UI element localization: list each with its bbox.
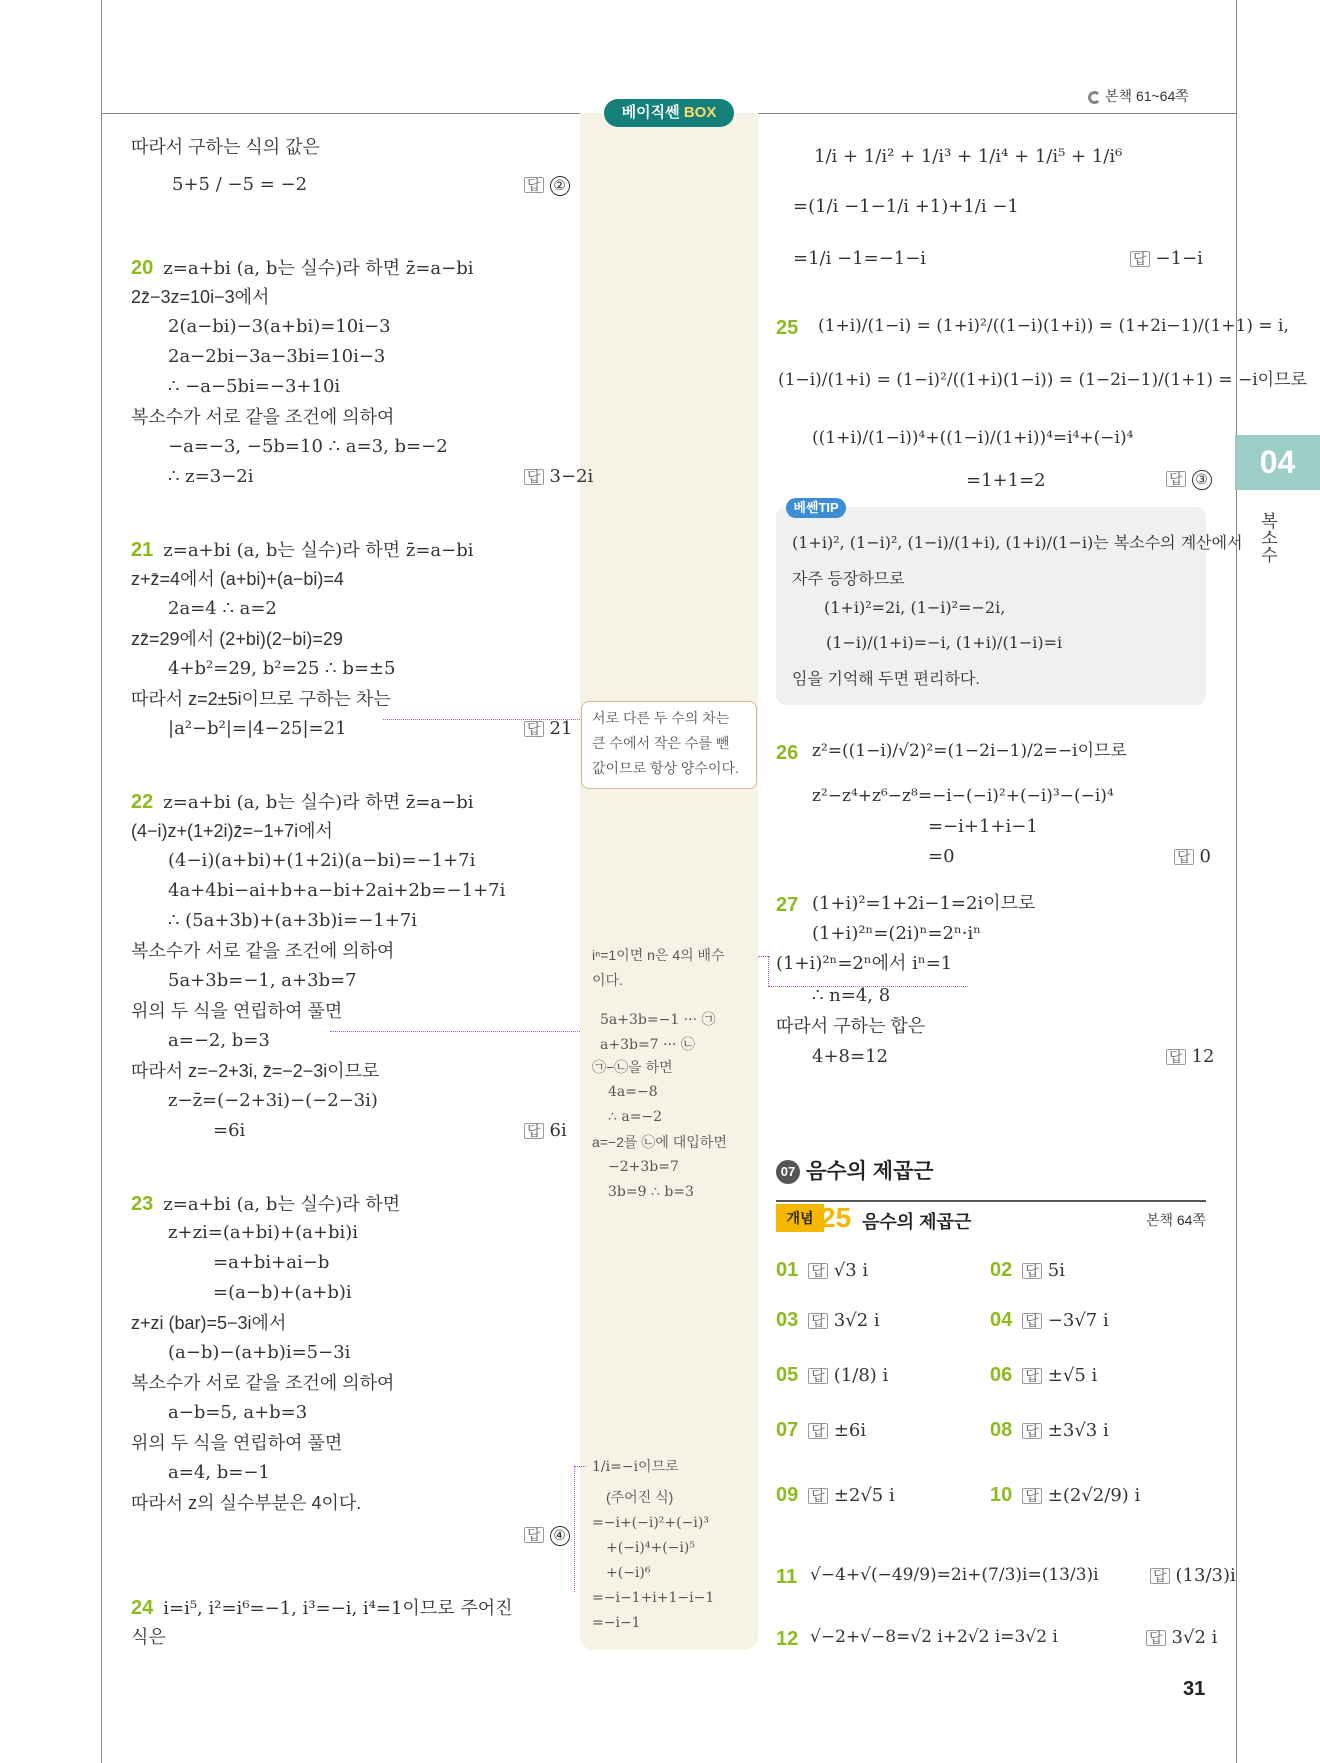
item-answer: ±6i [833, 1420, 867, 1441]
p26-line-2: z²−z⁴+z⁶−z⁸=−i−(−i)²+(−i)³−(−i)⁴ [812, 786, 1114, 806]
concept-ref: 본책 64쪽 [1145, 1212, 1206, 1228]
solution-line: =(a−b)+(a+b)i [213, 1282, 352, 1303]
item-answer: ±3√3 i [1047, 1420, 1109, 1441]
answer-icon: 답 [808, 1263, 828, 1279]
item-number: 06 [990, 1364, 1013, 1386]
solution-line: −a=−3, −5b=10 ∴ a=3, b=−2 [168, 436, 448, 457]
solution-line: (a−b)−(a+b)i=5−3i [168, 1342, 351, 1363]
answer-icon: 답 [524, 469, 544, 485]
answer-icon: 답 [1166, 471, 1186, 487]
page-number: 31 [1183, 1678, 1206, 1700]
solution-line: 5a+3b=−1, a+3b=7 [168, 970, 357, 991]
answer-icon: 답 [1022, 1313, 1042, 1329]
answer-value: 21 [549, 718, 573, 739]
note-difference: 서로 다른 두 수의 차는 큰 수에서 작은 수를 뺀 값이므로 항상 양수이다. [581, 701, 757, 789]
system-step-2: 4a=−8 [608, 1084, 658, 1100]
solution-line: =6i [213, 1120, 246, 1141]
solution-line: z+zi=(a+bi)+(a+bi)i [168, 1222, 359, 1243]
system-step-1: ㉠−㉡을 하면 [592, 1059, 673, 1075]
solution-line: ∴ (5a+3b)+(a+3b)i=−1+7i [168, 910, 418, 931]
answer-icon: 답 [1022, 1368, 1042, 1384]
note4-connector-h [574, 1466, 586, 1467]
solution-line: 2(a−bi)−3(a+bi)=10i−3 [168, 316, 391, 337]
item-number: 02 [990, 1259, 1013, 1281]
answer-icon: 답 [808, 1368, 828, 1384]
item-number: 03 [776, 1309, 799, 1331]
item-number: 09 [776, 1484, 799, 1506]
p27-line-5: 따라서 구하는 합은 [776, 1016, 926, 1036]
solution-line: ∴ z=3−2i [168, 466, 254, 487]
problem-21 [131, 540, 474, 560]
answer-item-03 [776, 1310, 880, 1330]
item-number: 05 [776, 1364, 799, 1386]
note-power-2: 이다. [592, 972, 623, 988]
p12-expression: √−2+√−8=√2 i+2√2 i=3√2 i [810, 1627, 1058, 1647]
system-step-3: ∴ a=−2 [608, 1109, 663, 1125]
item-answer: ±√5 i [1047, 1365, 1098, 1386]
solution-line: a=−2, b=3 [168, 1030, 270, 1051]
answer-icon: 답 [1146, 1630, 1166, 1646]
p25-answer: 답 ③ [1166, 470, 1212, 490]
answer-icon: 답 [1150, 1568, 1170, 1584]
answer-item-04 [990, 1310, 1109, 1330]
answer-icon: 답 [808, 1313, 828, 1329]
p25-line-1: (1+i)/(1−i) = (1+i)²/((1−i)(1+i)) = (1+2i−1)/(1+1) = i, [818, 316, 1289, 336]
solution-line: 따라서 z=2±5i이므로 구하는 차는 [131, 689, 391, 709]
problem-12-number: 12 [776, 1628, 799, 1650]
answer-item-08 [990, 1420, 1109, 1440]
system-eq-1: 5a+3b=−1 ··· ㉠ [600, 1012, 716, 1028]
answer-icon: 답 [524, 721, 544, 737]
problem-26-number: 26 [776, 742, 799, 764]
answer-icon: 답 [1130, 251, 1150, 267]
item-number: 08 [990, 1419, 1013, 1441]
system-step-6: 3b=9 ∴ b=3 [608, 1184, 694, 1200]
p27-line-1: (1+i)²=1+2i−1=2i이므로 [812, 893, 1036, 914]
note-i-3: =−i+(−i)²+(−i)³ [592, 1515, 709, 1531]
concept-tag: 개념 [776, 1204, 824, 1232]
note2-connector-v [768, 956, 769, 986]
solution-line: |a²−b²|=|4−25|=21 [168, 718, 347, 739]
solution-line: 5+5 / −5 = −2 [172, 174, 308, 195]
item-answer: (1/8) i [833, 1365, 889, 1386]
answer-icon: 답 [1022, 1263, 1042, 1279]
system-eq-2: a+3b=7 ··· ㉡ [600, 1037, 695, 1053]
tip-line-4: (1−i)/(1+i)=−i, (1+i)/(1−i)=i [826, 633, 1063, 652]
p26-line-1: z²=((1−i)/√2)²=(1−2i−1)/2=−i이므로 [812, 741, 1127, 761]
note-power-1: iⁿ=1이면 n은 4의 배수 [592, 947, 725, 963]
solution-line: a=4, b=−1 [168, 1462, 270, 1483]
note-i-1: 1/i=−i이므로 [592, 1459, 679, 1475]
p27-line-6: 4+8=12 [812, 1046, 888, 1067]
solution-line: 복소수가 서로 같을 조건에 의하여 [131, 941, 395, 961]
answer-value: ④ [550, 1526, 570, 1546]
p26-line-3: =−i+1+i−1 [928, 816, 1038, 837]
problem-number: 24 [131, 1597, 154, 1619]
tip-line-2: 자주 등장하므로 [792, 571, 905, 588]
p26-answer: 답 0 [1174, 848, 1211, 866]
answer-mark [524, 468, 593, 486]
sum-step-2: =1/i −1=−1−i [793, 248, 927, 269]
problem-number: 23 [131, 1193, 154, 1215]
answer-mark [524, 1122, 567, 1140]
sum-answer: 답 −1−i [1130, 250, 1203, 268]
solution-line: 2z̄−3z=10i−3에서 [131, 287, 270, 307]
solution-line: zz̄=29에서 (2+bi)(2−bi)=29 [131, 629, 343, 649]
p25-line-4: =1+1=2 [966, 470, 1046, 491]
ref-arrow-icon [1088, 91, 1101, 104]
answer-value: ② [550, 176, 570, 196]
solution-line: z+zi (bar)=5−3i에서 [131, 1313, 287, 1333]
chapter-tab: 04 [1235, 435, 1320, 490]
p25-line-3: ((1+i)/(1−i))⁴+((1−i)/(1+i))⁴=i⁴+(−i)⁴ [812, 428, 1134, 448]
item-answer: √3 i [833, 1260, 869, 1281]
answer-icon: 답 [808, 1488, 828, 1504]
note4-connector-v [574, 1466, 575, 1592]
solution-line: ∴ −a−5bi=−3+10i [168, 376, 341, 397]
answer-mark [524, 1526, 570, 1546]
page-ref: 본책 61~64쪽 [1088, 86, 1189, 106]
answer-item-07 [776, 1420, 866, 1440]
item-number: 01 [776, 1259, 799, 1281]
answer-icon: 답 [524, 177, 544, 193]
problem-27-number: 27 [776, 894, 799, 916]
answer-icon: 답 [524, 1527, 544, 1543]
item-number: 04 [990, 1309, 1013, 1331]
item-answer: ±(2√2/9) i [1047, 1485, 1141, 1506]
system-step-4: a=−2를 ㉡에 대입하면 [592, 1134, 727, 1150]
item-number: 10 [990, 1484, 1013, 1506]
solution-line: 위의 두 식을 연립하여 풀면 [131, 1001, 343, 1021]
p11-expression: √−4+√(−49/9)=2i+(7/3)i=(13/3)i [810, 1565, 1099, 1585]
problem-25-number: 25 [776, 317, 799, 339]
answer-item-10 [990, 1485, 1140, 1505]
p27-line-3: (1+i)²ⁿ=2ⁿ에서 iⁿ=1 [776, 953, 953, 974]
concept-title: 음수의 제곱근 [862, 1212, 972, 1232]
p27-answer: 답 12 [1166, 1048, 1214, 1066]
p25-line-2: (1−i)/(1+i) = (1−i)²/((1+i)(1−i)) = (1−2i−1)/(1+1) = −i이므로 [778, 370, 1307, 390]
answer-value: 3−2i [549, 466, 594, 487]
problem-statement: i=i⁵, i²=i⁶=−1, i³=−i, i⁴=1이므로 주어진 [163, 1598, 513, 1619]
p12-answer: 답 3√2 i [1146, 1629, 1217, 1647]
solution-line: (4−i)z+(1+2i)z̄=−1+7i에서 [131, 821, 333, 841]
solution-line: 위의 두 식을 연립하여 풀면 [131, 1433, 343, 1453]
answer-item-09 [776, 1485, 895, 1505]
answer-mark [524, 720, 572, 738]
system-step-5: −2+3b=7 [608, 1159, 679, 1175]
problem-number: 21 [131, 539, 154, 561]
sum-expression: 1/i + 1/i² + 1/i³ + 1/i⁴ + 1/i⁵ + 1/i⁶ [814, 146, 1123, 167]
note-i-7: =−i−1 [592, 1615, 641, 1631]
solution-line: (4−i)(a+bi)+(1+2i)(a−bi)=−1+7i [168, 850, 476, 871]
p11-answer: 답 (13/3)i [1150, 1567, 1236, 1585]
answer-item-02 [990, 1260, 1065, 1280]
problem-11-number: 11 [776, 1566, 798, 1588]
concept-header [776, 1200, 1206, 1234]
p27-line-4: ∴ n=4, 8 [812, 985, 891, 1006]
item-answer: 3√2 i [833, 1310, 880, 1331]
answer-value: 6i [549, 1120, 567, 1141]
solution-line: z+z̄=4에서 (a+bi)+(a−bi)=4 [131, 569, 344, 589]
problem-statement: z=a+bi (a, b는 실수)라 하면 z̄=a−bi [163, 258, 474, 279]
problem-23 [131, 1194, 400, 1214]
solution-line: 복소수가 서로 같을 조건에 의하여 [131, 407, 395, 427]
solution-line: 2a=4 ∴ a=2 [168, 598, 277, 619]
note-i-6: =−i−1+i+1−i−1 [592, 1590, 715, 1606]
answer-icon: 답 [1166, 1049, 1186, 1065]
item-answer: 5i [1047, 1260, 1065, 1281]
left-margin-line [101, 0, 102, 1763]
item-answer: −3√7 i [1047, 1310, 1109, 1331]
solution-line: 식은 [131, 1627, 166, 1647]
tip-line-5: 임을 기억해 두면 편리하다. [792, 671, 980, 688]
note-i-4: +(−i)⁴+(−i)⁵ [606, 1540, 695, 1556]
problem-statement: z=a+bi (a, b는 실수)라 하면 z̄=a−bi [163, 792, 474, 813]
tip-line-3: (1+i)²=2i, (1−i)²=−2i, [824, 598, 1006, 617]
solution-line: 복소수가 서로 같을 조건에 의하여 [131, 1373, 395, 1393]
solution-line: 따라서 구하는 식의 값은 [131, 137, 320, 157]
note-i-2: (주어진 식) [606, 1489, 674, 1505]
solution-line: 4a+4bi−ai+b+a−bi+2ai+2b=−1+7i [168, 880, 506, 901]
basic-box-column [580, 113, 758, 1650]
p27-line-2: (1+i)²ⁿ=(2i)ⁿ=2ⁿ·iⁿ [812, 923, 982, 944]
note1-connector [383, 719, 580, 720]
p26-line-4: =0 [928, 846, 955, 867]
solution-line: 4+b²=29, b²=25 ∴ b=±5 [168, 658, 396, 679]
problem-number: 22 [131, 791, 154, 813]
answer-icon: 답 [524, 1123, 544, 1139]
basic-box-badge: 베이직쎈 BOX [604, 99, 734, 127]
problem-20 [131, 258, 474, 278]
problem-24 [131, 1598, 513, 1618]
right-margin-line [1236, 0, 1237, 1763]
solution-line: 따라서 z=−2+3i, z̄=−2−3i이므로 [131, 1061, 380, 1081]
section-title: 07 음수의 제곱근 [776, 1155, 934, 1185]
answer-mark [524, 176, 570, 196]
problem-22 [131, 792, 474, 812]
solution-line: z−z̄=(−2+3i)−(−2−3i) [168, 1090, 378, 1111]
problem-statement: z=a+bi (a, b는 실수)라 하면 [163, 1194, 401, 1215]
problem-statement: z=a+bi (a, b는 실수)라 하면 z̄=a−bi [163, 540, 474, 561]
sum-step-1: =(1/i −1−1/i +1)+1/i −1 [793, 196, 1019, 217]
answer-icon: 답 [1022, 1488, 1042, 1504]
problem-number: 20 [131, 257, 154, 279]
answer-icon: 답 [1174, 849, 1194, 865]
answer-item-05 [776, 1365, 888, 1385]
answer-icon: 답 [1022, 1423, 1042, 1439]
tip-badge: 베쎈TIP [786, 498, 846, 518]
tip-line-1: (1+i)², (1−i)², (1−i)/(1+i), (1+i)/(1−i)는 복소수의 계산에서 [792, 533, 1243, 552]
note-i-5: +(−i)⁶ [606, 1565, 651, 1581]
solution-line: a−b=5, a+b=3 [168, 1402, 308, 1423]
answer-item-06 [990, 1365, 1097, 1385]
item-answer: ±2√5 i [833, 1485, 895, 1506]
chapter-side-label: 복소수 [1258, 512, 1277, 563]
answer-item-01 [776, 1260, 868, 1280]
note3-connector [330, 1031, 580, 1032]
solution-line: 따라서 z의 실수부분은 4이다. [131, 1493, 362, 1513]
item-number: 07 [776, 1419, 799, 1441]
solution-line: 2a−2bi−3a−3bi=10i−3 [168, 346, 386, 367]
solution-line: =a+bi+ai−b [213, 1252, 330, 1273]
answer-icon: 답 [808, 1423, 828, 1439]
concept-number: 25 [820, 1202, 852, 1233]
